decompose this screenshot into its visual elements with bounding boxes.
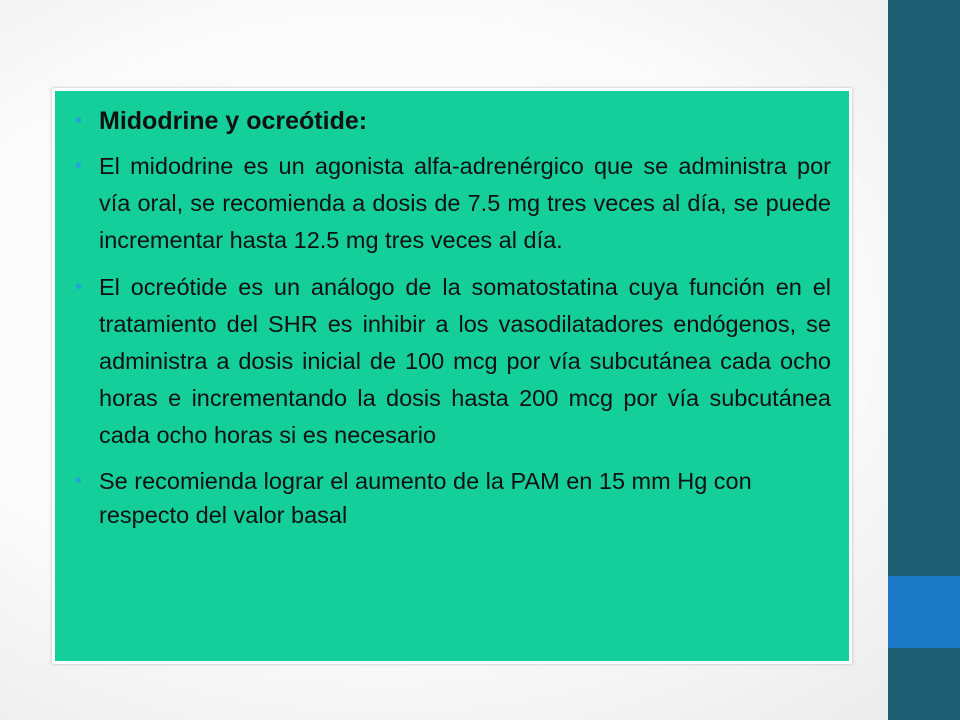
bullet-heading	[75, 103, 831, 140]
bullet-text: El ocreótide es un análogo de la somatostatina cuya función en el tratamiento del SHR es inhibir a los vasodilatadores endógenos, se administra a dosis inicial de 100 mcg por vía subcutánea cada ocho horas e incrementando la dosis hasta 200 mcg por vía subcutánea cada ocho horas si es necesario	[99, 274, 831, 448]
bullet-text: Se recomienda lograr el aumento de la PAM en 15 mm Hg con respecto del valor basal	[99, 468, 752, 528]
bullet-text: El midodrine es un agonista alfa-adrenérgico que se administra por vía oral, se recomienda a dosis de 7.5 mg tres veces al día, se puede incrementar hasta 12.5 mg tres veces al día.	[99, 153, 831, 253]
bullet-list	[55, 91, 849, 532]
bullet-pam	[75, 464, 831, 532]
bullet-ocreotide	[75, 269, 831, 454]
bullet-dot-icon: •	[75, 110, 83, 132]
right-accent-block	[888, 576, 960, 648]
bullet-dot-icon: •	[75, 276, 83, 298]
bullet-dot-icon: •	[75, 155, 83, 177]
bullet-midodrine	[75, 148, 831, 259]
bullet-dot-icon: •	[75, 470, 83, 492]
content-box	[52, 88, 852, 664]
bullet-text: Midodrine y ocreótide:	[99, 107, 368, 135]
